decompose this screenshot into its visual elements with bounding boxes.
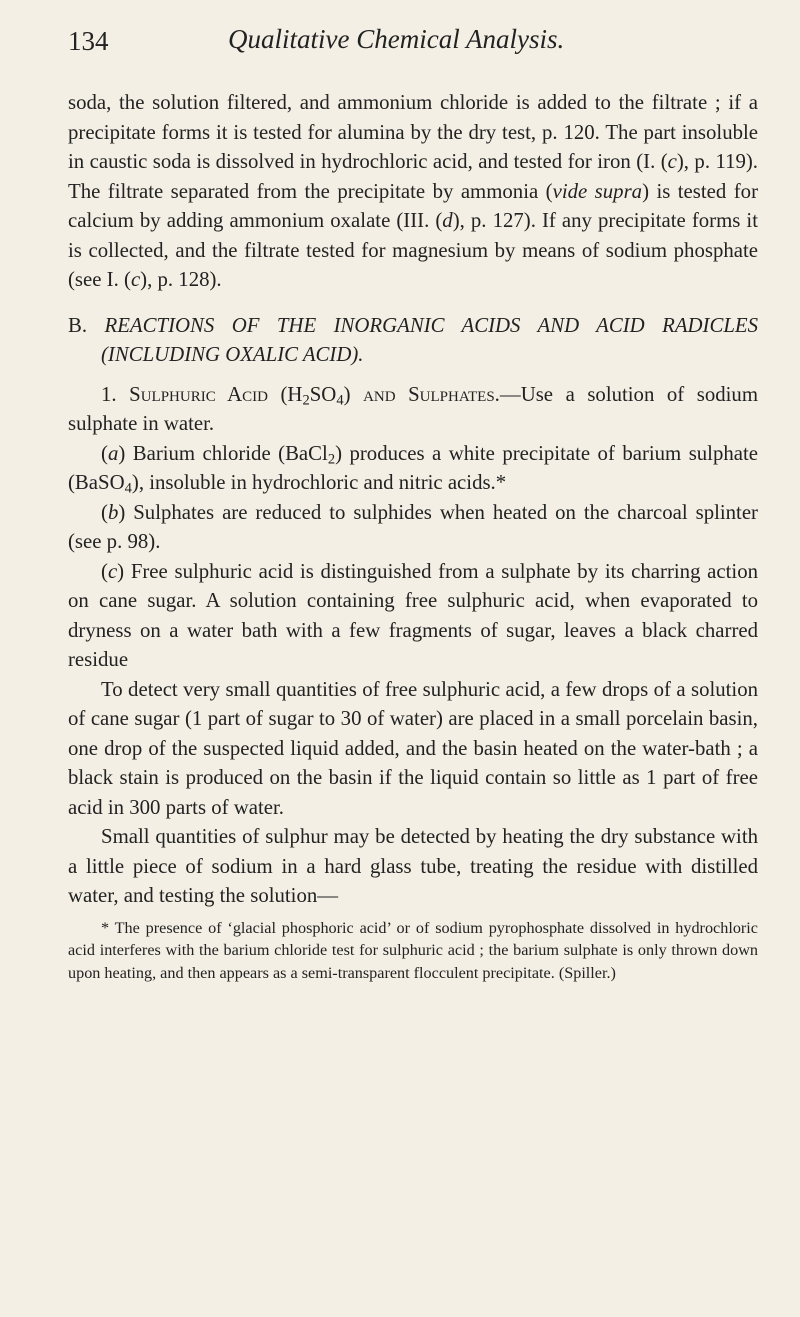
paragraph-sulphur: Small quantities of sulphur may be detected by heating the dry substance with a little piece of sodium in a hard glass tube, treating the residue with distilled water, and testing the solution—: [68, 825, 758, 907]
paragraph-b: (b) Sulphates are reduced to sulphides when heated on the charcoal splinter (see p. 98).: [68, 500, 758, 553]
paragraph-a: (a) Barium chloride (BaCl$_2$) produces a white precipitate of barium sulphate (BaSO$_4$), insoluble in hydrochloric and nitric acids.*: [68, 441, 758, 497]
page-header: [68, 20, 768, 60]
item-1-title: Sulphuric Acid $(H_2SO_4)$ and Sulphates.: [129, 382, 500, 409]
page-number: 134: [68, 26, 109, 56]
page-body: [68, 88, 758, 984]
intro-paragraph: soda, the solution filtered, and ammonium chloride is added to the filtrate ; if a precipitate forms it is tested for alumina by the dry test, p. 120. The part insoluble in caustic soda is dissolved in hydrochloric acid, and tested for iron (I. (c), p. 119). The filtrate separated from the precipitate by ammonia (vide supra) is tested for calcium by adding ammonium oxalate (III. (d), p. 127). If any precipitate forms it is collected, and the filtrate tested for magnesium by means of sodium phosphate (see I. (c), p. 128).: [68, 91, 758, 291]
running-title: Qualitative Chemical Analysis.: [228, 24, 565, 54]
paragraph-c: (c) Free sulphuric acid is distinguished from a sulphate by its charring action on cane sugar. A solution containing free sulphuric acid, when evaporated to dryness on a water bath with a few fragments of sugar, leaves a black charred residue: [68, 559, 758, 671]
footnote: * The presence of ‘glacial phosphoric acid’ or of sodium pyrophosphate dissolved in hydrochloric acid interferes with the barium chloride test for sulphuric acid ; the barium sulphate is only thrown down upon heating, and then appears as a semi-transparent flocculent precipitate. (Spiller.): [68, 918, 758, 982]
paragraph-detect: To detect very small quantities of free sulphuric acid, a few drops of a solution of cane sugar (1 part of sugar to 30 of water) are placed in a small porcelain basin, one drop of the suspected liquid added, and the basin heated on the water-bath ; a black stain is produced on the basin if the liquid contain so little as 1 part of free acid in 300 parts of water.: [68, 677, 758, 819]
section-heading: B. REACTIONS OF THE INORGANIC ACIDS AND ACID RADICLES (INCLUDING OXALIC ACID).: [68, 313, 759, 366]
item-1-paragraph: 1. Sulphuric Acid $(H_2SO_4)$ and Sulphates.—Use a solution of sodium sulphate in water.: [68, 382, 758, 435]
